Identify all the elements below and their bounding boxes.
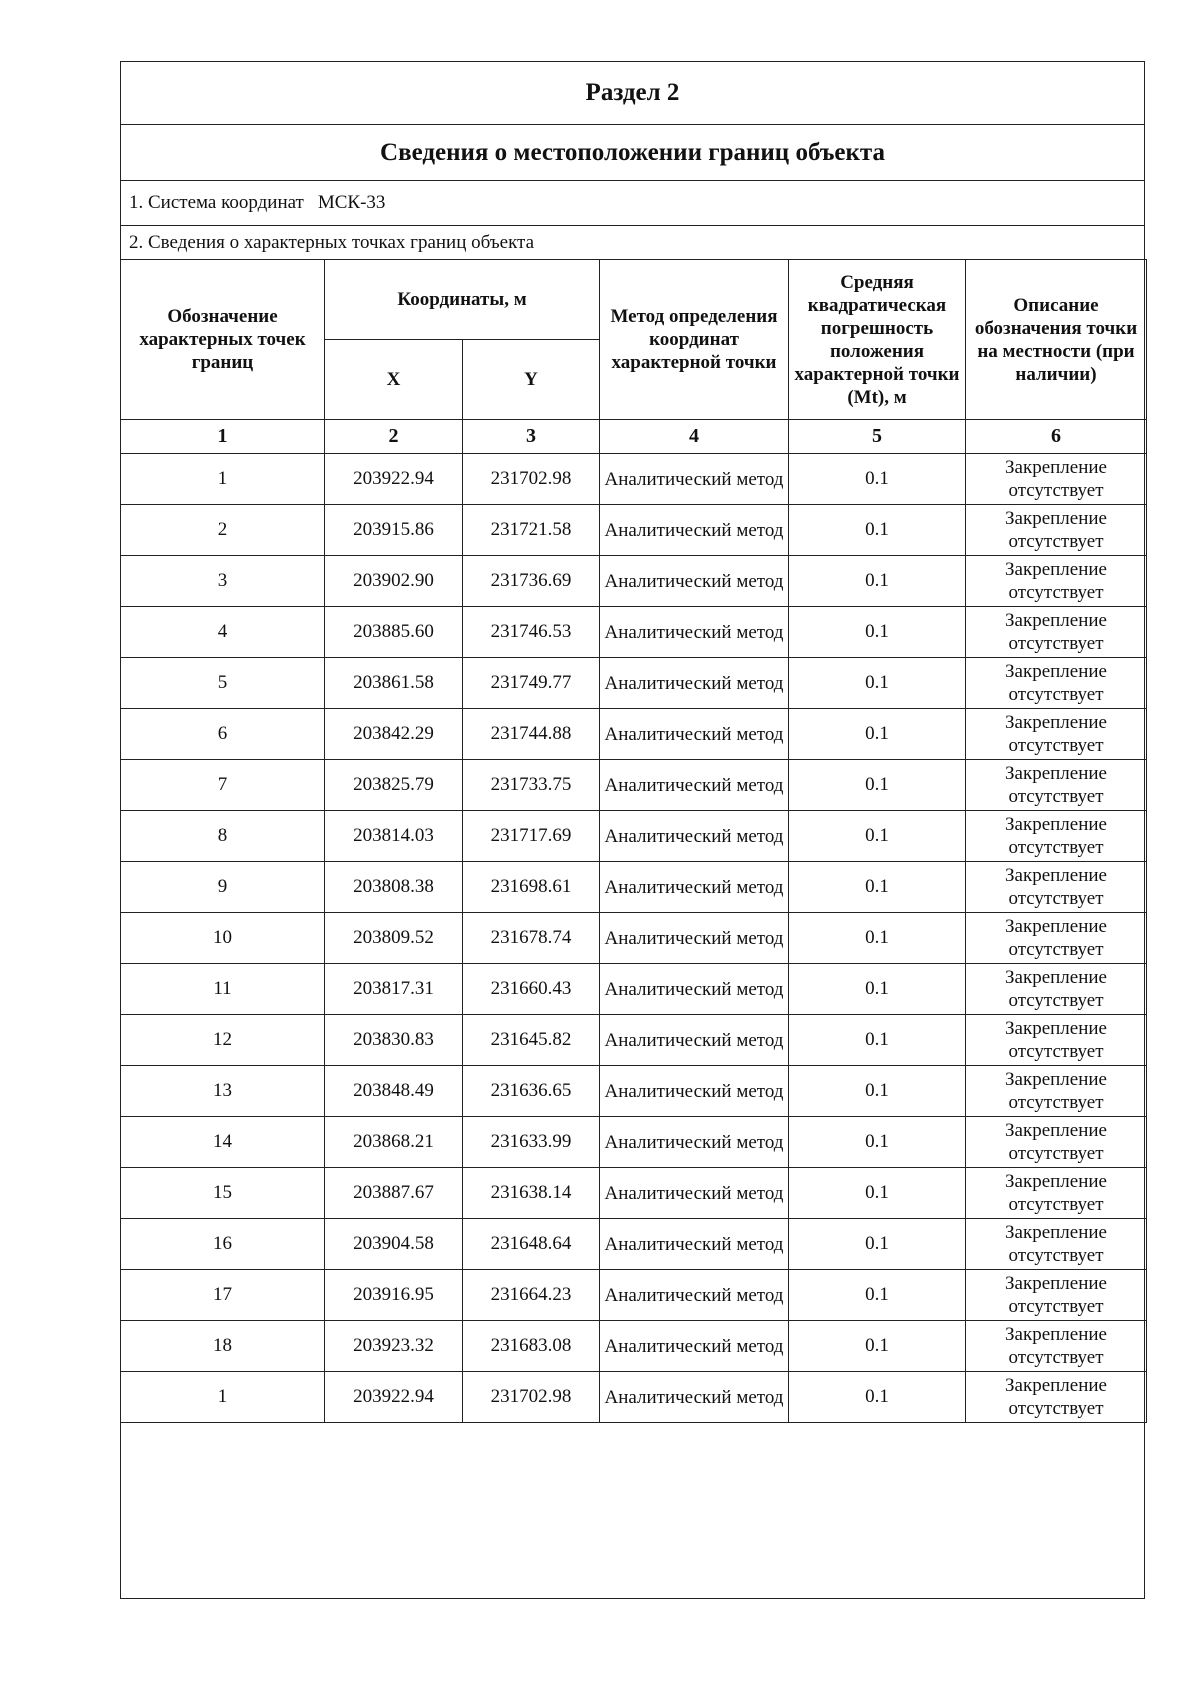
x-cell: 203817.31 bbox=[325, 964, 463, 1015]
table-row bbox=[121, 862, 1147, 913]
column-number: 2 bbox=[325, 420, 463, 454]
table-row bbox=[121, 1117, 1147, 1168]
x-cell: 203922.94 bbox=[325, 1372, 463, 1423]
header-x: X bbox=[325, 340, 463, 420]
table-row bbox=[121, 454, 1147, 505]
column-number: 3 bbox=[463, 420, 600, 454]
point-cell: 1 bbox=[121, 1372, 325, 1423]
y-cell: 231698.61 bbox=[463, 862, 600, 913]
y-cell: 231678.74 bbox=[463, 913, 600, 964]
point-cell: 3 bbox=[121, 556, 325, 607]
coord-system-line bbox=[121, 181, 1144, 226]
description-cell: Закрепление отсутствует bbox=[966, 811, 1147, 862]
x-cell: 203808.38 bbox=[325, 862, 463, 913]
point-cell: 7 bbox=[121, 760, 325, 811]
method-cell: Аналитический метод bbox=[600, 1219, 789, 1270]
table-row bbox=[121, 964, 1147, 1015]
y-cell: 231633.99 bbox=[463, 1117, 600, 1168]
description-cell: Закрепление отсутствует bbox=[966, 658, 1147, 709]
point-cell: 2 bbox=[121, 505, 325, 556]
y-cell: 231702.98 bbox=[463, 454, 600, 505]
mt-cell: 0.1 bbox=[789, 556, 966, 607]
table-row bbox=[121, 1270, 1147, 1321]
points-heading: 2. Сведения о характерных точках границ объекта bbox=[121, 226, 1144, 260]
method-cell: Аналитический метод bbox=[600, 454, 789, 505]
x-cell: 203842.29 bbox=[325, 709, 463, 760]
mt-cell: 0.1 bbox=[789, 1372, 966, 1423]
method-cell: Аналитический метод bbox=[600, 607, 789, 658]
point-cell: 5 bbox=[121, 658, 325, 709]
table-row bbox=[121, 913, 1147, 964]
y-cell: 231744.88 bbox=[463, 709, 600, 760]
header-error: Средняя квадратическая погрешность положения характерной точки (Mt), м bbox=[789, 260, 966, 420]
y-cell: 231721.58 bbox=[463, 505, 600, 556]
x-cell: 203861.58 bbox=[325, 658, 463, 709]
method-cell: Аналитический метод bbox=[600, 556, 789, 607]
mt-cell: 0.1 bbox=[789, 1321, 966, 1372]
y-cell: 231683.08 bbox=[463, 1321, 600, 1372]
y-cell: 231749.77 bbox=[463, 658, 600, 709]
method-cell: Аналитический метод bbox=[600, 1270, 789, 1321]
table-row bbox=[121, 1168, 1147, 1219]
mt-cell: 0.1 bbox=[789, 1066, 966, 1117]
x-cell: 203814.03 bbox=[325, 811, 463, 862]
mt-cell: 0.1 bbox=[789, 454, 966, 505]
point-cell: 1 bbox=[121, 454, 325, 505]
method-cell: Аналитический метод bbox=[600, 1117, 789, 1168]
point-cell: 12 bbox=[121, 1015, 325, 1066]
table-row bbox=[121, 556, 1147, 607]
mt-cell: 0.1 bbox=[789, 760, 966, 811]
column-number: 4 bbox=[600, 420, 789, 454]
y-cell: 231636.65 bbox=[463, 1066, 600, 1117]
method-cell: Аналитический метод bbox=[600, 1015, 789, 1066]
header-method: Метод определения координат характерной точки bbox=[600, 260, 789, 420]
point-cell: 6 bbox=[121, 709, 325, 760]
method-cell: Аналитический метод bbox=[600, 1168, 789, 1219]
table-row bbox=[121, 811, 1147, 862]
mt-cell: 0.1 bbox=[789, 709, 966, 760]
mt-cell: 0.1 bbox=[789, 658, 966, 709]
description-cell: Закрепление отсутствует bbox=[966, 862, 1147, 913]
column-number: 1 bbox=[121, 420, 325, 454]
x-cell: 203868.21 bbox=[325, 1117, 463, 1168]
y-cell: 231746.53 bbox=[463, 607, 600, 658]
y-cell: 231660.43 bbox=[463, 964, 600, 1015]
points-table bbox=[120, 259, 1147, 1423]
x-cell: 203916.95 bbox=[325, 1270, 463, 1321]
x-cell: 203922.94 bbox=[325, 454, 463, 505]
method-cell: Аналитический метод bbox=[600, 913, 789, 964]
point-cell: 10 bbox=[121, 913, 325, 964]
table-row bbox=[121, 1372, 1147, 1423]
description-cell: Закрепление отсутствует bbox=[966, 454, 1147, 505]
point-cell: 8 bbox=[121, 811, 325, 862]
x-cell: 203904.58 bbox=[325, 1219, 463, 1270]
x-cell: 203848.49 bbox=[325, 1066, 463, 1117]
coord-system-value: МСК-33 bbox=[317, 192, 386, 213]
table-row bbox=[121, 1321, 1147, 1372]
table-row bbox=[121, 1219, 1147, 1270]
mt-cell: 0.1 bbox=[789, 1270, 966, 1321]
method-cell: Аналитический метод bbox=[600, 964, 789, 1015]
point-cell: 15 bbox=[121, 1168, 325, 1219]
table-row bbox=[121, 760, 1147, 811]
x-cell: 203902.90 bbox=[325, 556, 463, 607]
method-cell: Аналитический метод bbox=[600, 1066, 789, 1117]
section-subtitle: Сведения о местоположении границ объекта bbox=[121, 125, 1144, 181]
document-frame bbox=[120, 61, 1145, 1599]
description-cell: Закрепление отсутствует bbox=[966, 1219, 1147, 1270]
point-cell: 17 bbox=[121, 1270, 325, 1321]
method-cell: Аналитический метод bbox=[600, 811, 789, 862]
empty-area bbox=[121, 1430, 1144, 1598]
point-cell: 9 bbox=[121, 862, 325, 913]
description-cell: Закрепление отсутствует bbox=[966, 760, 1147, 811]
description-cell: Закрепление отсутствует bbox=[966, 1015, 1147, 1066]
description-cell: Закрепление отсутствует bbox=[966, 709, 1147, 760]
method-cell: Аналитический метод bbox=[600, 862, 789, 913]
mt-cell: 0.1 bbox=[789, 607, 966, 658]
mt-cell: 0.1 bbox=[789, 964, 966, 1015]
description-cell: Закрепление отсутствует bbox=[966, 913, 1147, 964]
header-coordinates: Координаты, м bbox=[325, 260, 600, 340]
table-row bbox=[121, 1015, 1147, 1066]
table-row bbox=[121, 658, 1147, 709]
mt-cell: 0.1 bbox=[789, 505, 966, 556]
x-cell: 203885.60 bbox=[325, 607, 463, 658]
header-designation: Обозначение характерных точек границ bbox=[121, 260, 325, 420]
mt-cell: 0.1 bbox=[789, 1117, 966, 1168]
mt-cell: 0.1 bbox=[789, 862, 966, 913]
mt-cell: 0.1 bbox=[789, 1168, 966, 1219]
section-title: Раздел 2 bbox=[121, 62, 1144, 125]
y-cell: 231733.75 bbox=[463, 760, 600, 811]
method-cell: Аналитический метод bbox=[600, 760, 789, 811]
description-cell: Закрепление отсутствует bbox=[966, 607, 1147, 658]
description-cell: Закрепление отсутствует bbox=[966, 1066, 1147, 1117]
description-cell: Закрепление отсутствует bbox=[966, 1117, 1147, 1168]
x-cell: 203825.79 bbox=[325, 760, 463, 811]
y-cell: 231638.14 bbox=[463, 1168, 600, 1219]
table-row bbox=[121, 709, 1147, 760]
y-cell: 231717.69 bbox=[463, 811, 600, 862]
method-cell: Аналитический метод bbox=[600, 1321, 789, 1372]
description-cell: Закрепление отсутствует bbox=[966, 964, 1147, 1015]
point-cell: 13 bbox=[121, 1066, 325, 1117]
description-cell: Закрепление отсутствует bbox=[966, 1270, 1147, 1321]
description-cell: Закрепление отсутствует bbox=[966, 1168, 1147, 1219]
x-cell: 203915.86 bbox=[325, 505, 463, 556]
description-cell: Закрепление отсутствует bbox=[966, 556, 1147, 607]
y-cell: 231664.23 bbox=[463, 1270, 600, 1321]
table-row bbox=[121, 607, 1147, 658]
column-numbers-row bbox=[121, 420, 1147, 454]
coord-system-label: 1. Система координат bbox=[129, 192, 304, 213]
method-cell: Аналитический метод bbox=[600, 505, 789, 556]
description-cell: Закрепление отсутствует bbox=[966, 1372, 1147, 1423]
x-cell: 203830.83 bbox=[325, 1015, 463, 1066]
x-cell: 203923.32 bbox=[325, 1321, 463, 1372]
table-row bbox=[121, 1066, 1147, 1117]
table-row bbox=[121, 505, 1147, 556]
point-cell: 18 bbox=[121, 1321, 325, 1372]
point-cell: 11 bbox=[121, 964, 325, 1015]
y-cell: 231648.64 bbox=[463, 1219, 600, 1270]
column-number: 6 bbox=[966, 420, 1147, 454]
mt-cell: 0.1 bbox=[789, 1015, 966, 1066]
mt-cell: 0.1 bbox=[789, 913, 966, 964]
description-cell: Закрепление отсутствует bbox=[966, 1321, 1147, 1372]
header-description: Описание обозначения точки на местности (при наличии) bbox=[966, 260, 1147, 420]
method-cell: Аналитический метод bbox=[600, 709, 789, 760]
column-number: 5 bbox=[789, 420, 966, 454]
point-cell: 16 bbox=[121, 1219, 325, 1270]
method-cell: Аналитический метод bbox=[600, 658, 789, 709]
description-cell: Закрепление отсутствует bbox=[966, 505, 1147, 556]
x-cell: 203887.67 bbox=[325, 1168, 463, 1219]
x-cell: 203809.52 bbox=[325, 913, 463, 964]
mt-cell: 0.1 bbox=[789, 811, 966, 862]
point-cell: 14 bbox=[121, 1117, 325, 1168]
y-cell: 231702.98 bbox=[463, 1372, 600, 1423]
y-cell: 231645.82 bbox=[463, 1015, 600, 1066]
y-cell: 231736.69 bbox=[463, 556, 600, 607]
point-cell: 4 bbox=[121, 607, 325, 658]
header-y: Y bbox=[463, 340, 600, 420]
mt-cell: 0.1 bbox=[789, 1219, 966, 1270]
method-cell: Аналитический метод bbox=[600, 1372, 789, 1423]
